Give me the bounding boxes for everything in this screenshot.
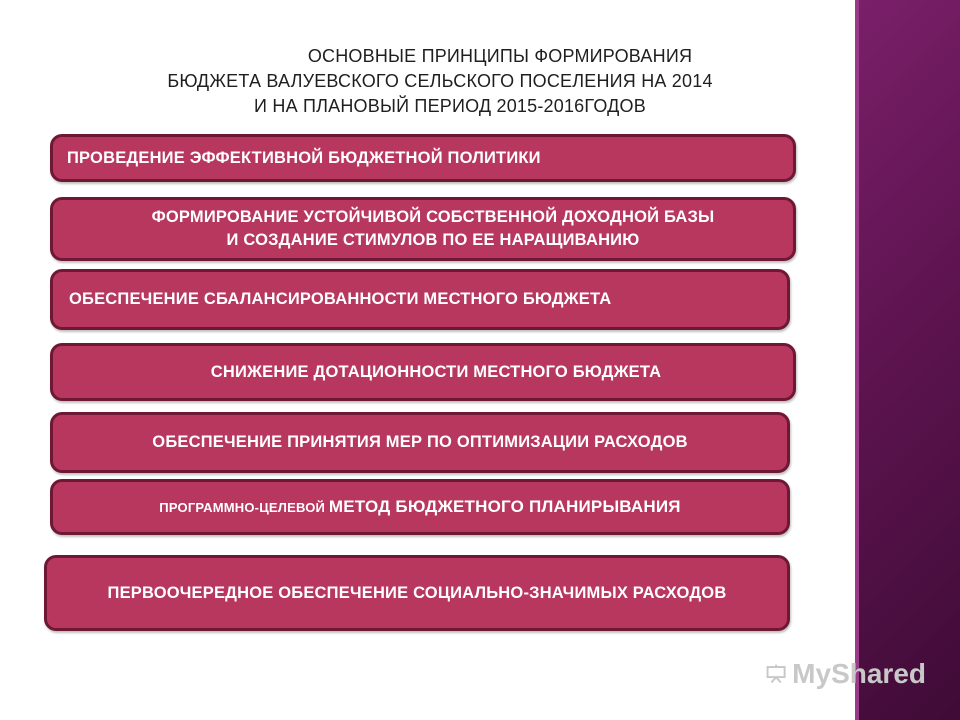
principle-text-part-2: МЕТОД БЮДЖЕТНОГО ПЛАНИРЫВАНИЯ	[328, 497, 681, 516]
principle-text-line-1: ФОРМИРОВАНИЕ УСТОЙЧИВОЙ СОБСТВЕННОЙ ДОХОДНОЙ БАЗЫ	[151, 208, 715, 226]
watermark	[766, 654, 926, 694]
principle-box-4	[50, 343, 796, 401]
principle-box-6	[50, 479, 790, 535]
principle-text-line-2: И СОЗДАНИЕ СТИМУЛОВ ПО ЕЕ НАРАЩИВАНИЮ	[226, 231, 640, 249]
principle-box-2	[50, 197, 796, 261]
presentation-board-icon	[766, 662, 786, 686]
slide-title	[80, 44, 800, 119]
principle-box-3	[50, 269, 790, 330]
principle-text: СНИЖЕНИЕ ДОТАЦИОННОСТИ МЕСТНОГО БЮДЖЕТА	[210, 362, 662, 381]
principle-box-1	[50, 134, 796, 182]
principle-text: ОБЕСПЕЧЕНИЕ ПРИНЯТИЯ МЕР ПО ОПТИМИЗАЦИИ РАСХОДОВ	[152, 433, 688, 451]
title-line-3: И НА ПЛАНОВЫЙ ПЕРИОД 2015-2016ГОДОВ	[254, 96, 646, 116]
principle-box-7	[44, 555, 790, 631]
decorative-sidebar	[855, 0, 960, 720]
title-line-1: ОСНОВНЫЕ ПРИНЦИПЫ ФОРМИРОВАНИЯ	[307, 46, 693, 66]
principle-text-part-1: ПРОГРАММНО-ЦЕЛЕВОЙ	[159, 499, 329, 515]
principle-text: ПЕРВООЧЕРЕДНОЕ ОБЕСПЕЧЕНИЕ СОЦИАЛЬНО-ЗНАЧИМЫХ РАСХОДОВ	[107, 583, 727, 602]
principle-box-5	[50, 412, 790, 473]
title-line-2: БЮДЖЕТА ВАЛУЕВСКОГО СЕЛЬСКОГО ПОСЕЛЕНИЯ НА 2014	[167, 71, 713, 91]
principle-text: ОБЕСПЕЧЕНИЕ СБАЛАНСИРОВАННОСТИ МЕСТНОГО БЮДЖЕТА	[69, 290, 612, 308]
principle-text: ПРОВЕДЕНИЕ ЭФФЕКТИВНОЙ БЮДЖЕТНОЙ ПОЛИТИКИ	[67, 148, 541, 167]
watermark-text: MyShared	[792, 658, 926, 689]
